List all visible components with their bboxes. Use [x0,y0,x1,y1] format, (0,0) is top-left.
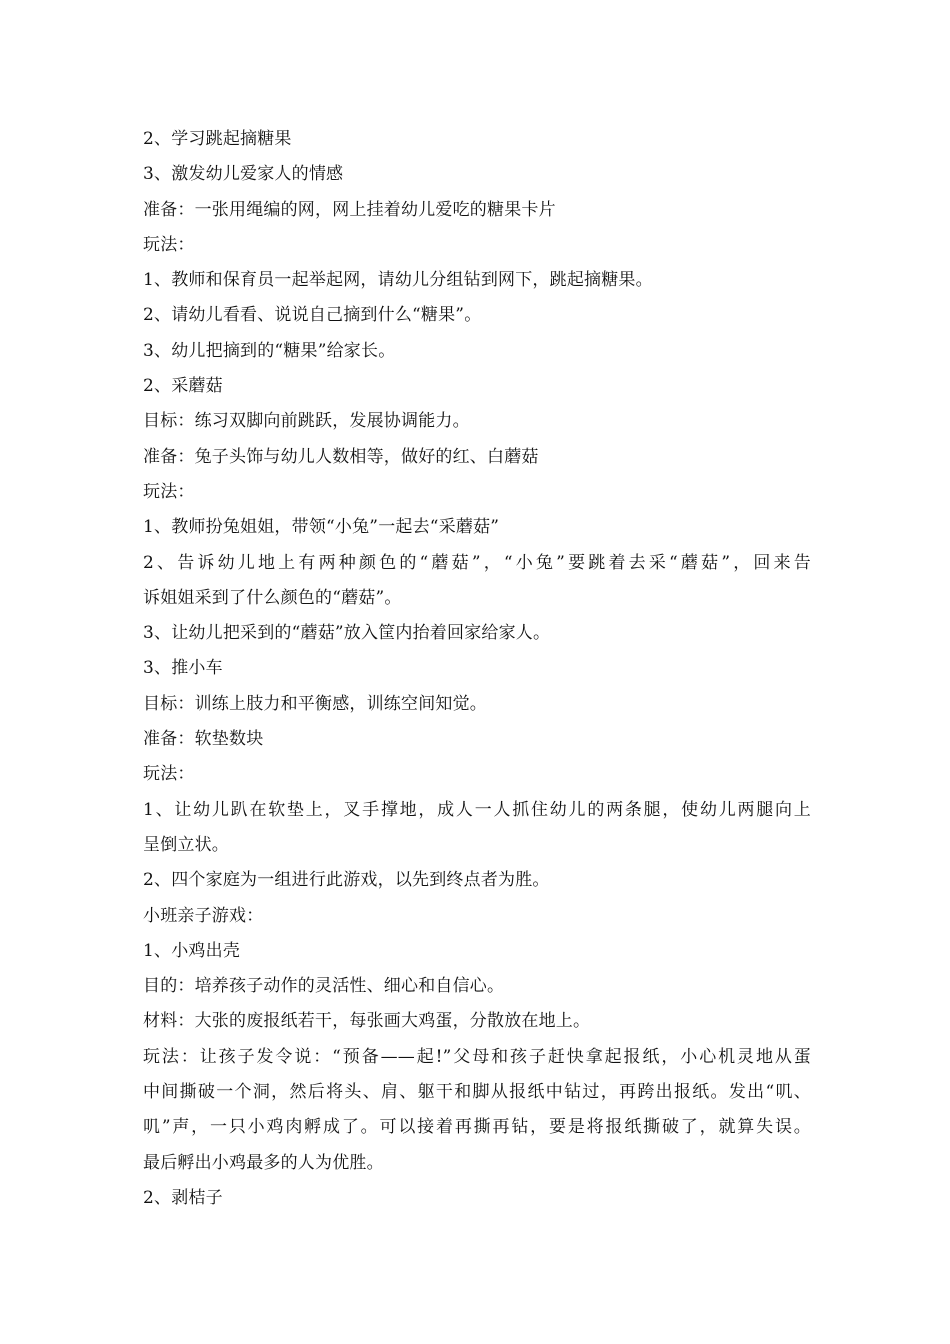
list-item: 1、教师扮兔姐姐，带领“小兔”一起去“采蘑菇” [143,517,500,538]
game-title: 2、采蘑菇 [143,376,223,397]
list-item-continuation: 诉姐姐采到了什么颜色的“蘑菇”。 [143,587,402,608]
list-item-continuation: 呈倒立状。 [143,834,229,855]
list-item: 2、告诉幼儿地上有两种颜色的“蘑菇”，“小兔”要跳着去采“蘑菇”，回来告 [143,552,811,573]
preparation-line: 准备：兔子头饰与幼儿人数相等，做好的红、白蘑菇 [143,446,539,467]
section-label: 玩法： [143,234,195,255]
list-item: 2、请幼儿看看、说说自己摘到什么“糖果”。 [143,305,482,326]
list-item: 1、教师和保育员一起举起网，请幼儿分组钻到网下，跳起摘糖果。 [143,270,653,291]
materials-line: 材料：大张的废报纸若干，每张画大鸡蛋，分散放在地上。 [143,1011,591,1032]
section-label: 玩法： [143,764,195,785]
list-item: 2、学习跳起摘糖果 [143,129,292,149]
goal-line: 目标：训练上肢力和平衡感，训练空间知觉。 [143,693,487,714]
list-item: 1、让幼儿趴在软垫上，叉手撑地，成人一人抓住幼儿的两条腿，使幼儿两腿向上 [143,799,811,820]
goal-line: 目的：培养孩子动作的灵活性、细心和自信心。 [143,976,505,997]
game-title: 1、小鸡出壳 [143,940,241,961]
list-item: 2、四个家庭为一组进行此游戏，以先到终点者为胜。 [143,870,550,891]
goal-line: 目标：练习双脚向前跳跃，发展协调能力。 [143,411,470,432]
game-title: 2、剥桔子 [143,1187,223,1208]
list-item: 3、让幼儿把采到的“蘑菇”放入筐内抬着回家给家人。 [143,623,551,644]
list-item: 3、激发幼儿爱家人的情感 [143,164,344,185]
paragraph-line: 玩法：让孩子发令说：“预备——起!”父母和孩子赶快拿起报纸，小心机灵地从蛋 [143,1046,811,1067]
game-title: 3、推小车 [143,658,223,679]
preparation-line: 准备：软垫数块 [143,729,264,750]
paragraph-line: 叽”声，一只小鸡肉孵成了。可以接着再撕再钻，要是将报纸撕破了，就算失误。 [143,1117,811,1138]
preparation-line: 准备：一张用绳编的网，网上挂着幼儿爱吃的糖果卡片 [143,199,556,220]
section-heading: 小班亲子游戏： [143,905,264,926]
document-body [143,122,811,1216]
list-item: 3、幼儿把摘到的“糖果”给家长。 [143,340,396,361]
paragraph-line: 中间撕破一个洞，然后将头、肩、躯干和脚从报纸中钻过，再跨出报纸。发出“叽、 [143,1082,811,1103]
section-label: 玩法： [143,481,195,502]
paragraph-line: 最后孵出小鸡最多的人为优胜。 [143,1152,384,1173]
